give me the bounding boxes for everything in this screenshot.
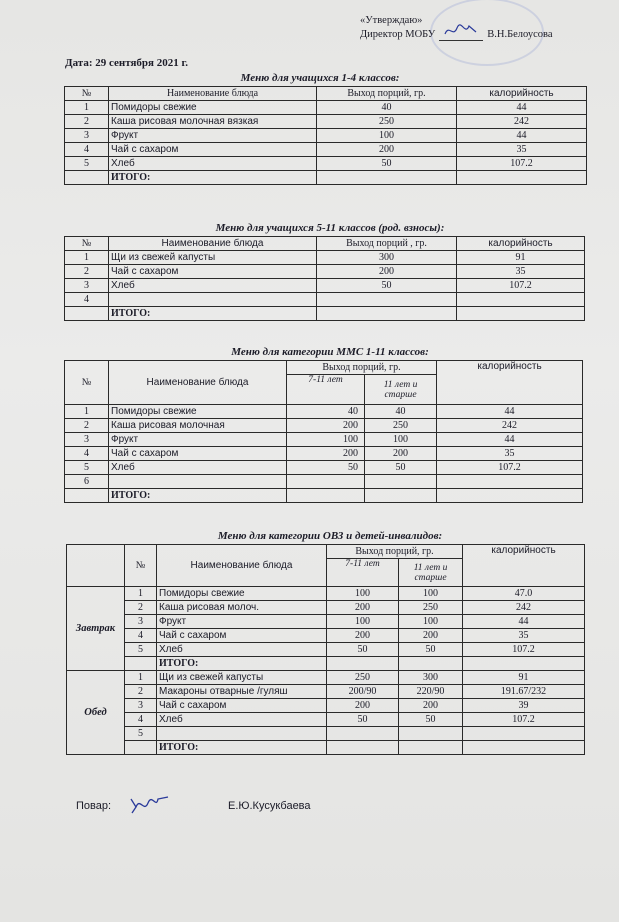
row-calories: 107.2 [437, 461, 583, 475]
table-row [67, 587, 585, 601]
total-label: ИТОГО: [157, 741, 327, 755]
row-calories: 47.0 [463, 587, 585, 601]
row-calories: 35 [437, 447, 583, 461]
row-calories: 107.2 [463, 713, 585, 727]
row-output: 200 [317, 265, 457, 279]
menu2-caption: Меню для учащихся 5-11 классов (род. взносы): [215, 222, 445, 234]
row-output-11-plus: 200 [399, 629, 463, 643]
row-output-7-11: 200 [327, 699, 399, 713]
row-output-11-plus: 220/90 [399, 685, 463, 699]
header-output: Выход порций, гр. [327, 545, 463, 559]
row-num: 1 [65, 251, 109, 265]
header-name: Наименование блюда [157, 545, 327, 587]
header-name: Наименование блюда [109, 87, 317, 101]
row-calories: 91 [457, 251, 585, 265]
document-date: Дата: 29 сентября 2021 г. [65, 57, 189, 69]
table-row [65, 279, 585, 293]
row-dish: Чай с сахаром [109, 265, 317, 279]
row-calories: 44 [457, 101, 587, 115]
row-output-11-plus: 50 [365, 461, 437, 475]
row-dish: Чай с сахаром [157, 699, 327, 713]
row-num: 1 [65, 101, 109, 115]
header-num: № [65, 87, 109, 101]
row-num: 4 [65, 293, 109, 307]
row-output-7-11: 250 [327, 671, 399, 685]
header-age-11-plus: 11 лет и старше [399, 559, 463, 587]
header-num: № [125, 545, 157, 587]
row-output-7-11: 50 [287, 461, 365, 475]
table-row [65, 115, 587, 129]
row-output-7-11: 200 [327, 601, 399, 615]
row-calories: 242 [463, 601, 585, 615]
header-num: № [65, 237, 109, 251]
table-row [67, 685, 585, 699]
row-output-11-plus: 200 [399, 699, 463, 713]
header-output: Выход порций, гр. [317, 87, 457, 101]
row-num: 3 [65, 129, 109, 143]
total-label: ИТОГО: [109, 489, 287, 503]
table-row [65, 251, 585, 265]
row-output-7-11: 50 [327, 713, 399, 727]
row-num: 2 [65, 115, 109, 129]
row-dish: Хлеб [109, 461, 287, 475]
cook-name: Е.Ю.Кусукбаева [228, 800, 311, 812]
row-dish: Помидоры свежие [109, 101, 317, 115]
row-num: 3 [125, 699, 157, 713]
row-dish: Помидоры свежие [157, 587, 327, 601]
table-row [67, 699, 585, 713]
director-signature [439, 30, 483, 41]
row-output: 300 [317, 251, 457, 265]
row-num: 2 [65, 419, 109, 433]
table-row [65, 475, 583, 489]
table-row [65, 405, 583, 419]
cook-label: Повар: [76, 800, 112, 812]
row-dish: Чай с сахаром [109, 143, 317, 157]
header-age-7-11: 7-11 лет [327, 559, 399, 587]
row-num: 3 [125, 615, 157, 629]
header-num: № [65, 361, 109, 405]
approval-name: В.Н.Белоусова [487, 29, 553, 40]
row-dish: Фрукт [109, 129, 317, 143]
table-row [65, 419, 583, 433]
total-row [65, 171, 587, 185]
row-dish: Щи из свежей капусты [157, 671, 327, 685]
row-num: 1 [125, 587, 157, 601]
row-calories: 44 [457, 129, 587, 143]
row-dish: Чай с сахаром [157, 629, 327, 643]
row-output: 200 [317, 143, 457, 157]
row-num: 1 [125, 671, 157, 685]
menu2-table [64, 236, 585, 321]
header-name: Наименование блюда [109, 237, 317, 251]
menu1-caption: Меню для учащихся 1-4 классов: [240, 72, 400, 84]
cook-signature [128, 793, 172, 817]
total-row [67, 657, 585, 671]
row-output: 100 [317, 129, 457, 143]
table-row [65, 433, 583, 447]
row-num: 5 [125, 727, 157, 741]
header-calories: калорийность [437, 361, 583, 405]
meal-breakfast-label: Завтрак [67, 587, 125, 671]
row-output-11-plus: 40 [365, 405, 437, 419]
row-dish: Помидоры свежие [109, 405, 287, 419]
row-num: 2 [125, 685, 157, 699]
table-row [65, 101, 587, 115]
row-dish: Каша рисовая молочная вязкая [109, 115, 317, 129]
total-label: ИТОГО: [109, 171, 317, 185]
header-calories: калорийность [463, 545, 585, 587]
row-output: 250 [317, 115, 457, 129]
table-row [65, 293, 585, 307]
menu1-table [64, 86, 587, 185]
table-row [67, 615, 585, 629]
table-row [65, 447, 583, 461]
row-num: 5 [125, 643, 157, 657]
row-num: 5 [65, 461, 109, 475]
header-calories: калорийность [457, 87, 587, 101]
total-label: ИТОГО: [109, 307, 317, 321]
table-row [67, 713, 585, 727]
table-row [65, 143, 587, 157]
row-output-11-plus: 250 [365, 419, 437, 433]
row-calories: 35 [457, 265, 585, 279]
total-row [65, 489, 583, 503]
total-label: ИТОГО: [157, 657, 327, 671]
menu4-caption: Меню для категории ОВЗ и детей-инвалидов: [217, 530, 443, 542]
menu3-caption: Меню для категории ММС 1-11 классов: [231, 346, 429, 358]
row-output-7-11: 50 [327, 643, 399, 657]
row-dish: Каша рисовая молочная [109, 419, 287, 433]
row-output-7-11: 200 [327, 629, 399, 643]
header-calories: калорийность [457, 237, 585, 251]
row-calories: 242 [437, 419, 583, 433]
row-num: 4 [65, 447, 109, 461]
row-num: 4 [125, 629, 157, 643]
approval-block [360, 14, 553, 42]
table-row [65, 129, 587, 143]
total-row [65, 307, 585, 321]
row-calories: 91 [463, 671, 585, 685]
row-output-7-11: 200 [287, 419, 365, 433]
row-output-7-11: 100 [287, 433, 365, 447]
row-output-7-11: 100 [327, 615, 399, 629]
table-row [65, 157, 587, 171]
table-row [67, 671, 585, 685]
row-dish: Чай с сахаром [109, 447, 287, 461]
row-output: 50 [317, 157, 457, 171]
row-calories: 107.2 [457, 157, 587, 171]
meal-lunch-label: Обед [67, 671, 125, 755]
menu4-table [66, 544, 585, 755]
header-name: Наименование блюда [109, 361, 287, 405]
row-num: 6 [65, 475, 109, 489]
row-calories: 44 [437, 405, 583, 419]
row-dish: Хлеб [109, 157, 317, 171]
row-output-11-plus: 200 [365, 447, 437, 461]
row-dish: Хлеб [157, 643, 327, 657]
row-output-11-plus: 100 [365, 433, 437, 447]
row-calories: 39 [463, 699, 585, 713]
row-num: 1 [65, 405, 109, 419]
row-dish: Фрукт [109, 433, 287, 447]
row-dish: Макароны отварные /гуляш [157, 685, 327, 699]
row-num: 2 [125, 601, 157, 615]
row-num: 3 [65, 279, 109, 293]
row-num: 4 [125, 713, 157, 727]
row-calories: 44 [437, 433, 583, 447]
menu3-table [64, 360, 583, 503]
row-calories: 35 [457, 143, 587, 157]
table-row [65, 265, 585, 279]
row-output-11-plus: 100 [399, 587, 463, 601]
header-age-7-11: 7-11 лет [287, 375, 365, 405]
row-output: 50 [317, 279, 457, 293]
header-age-11-plus: 11 лет и старше [365, 375, 437, 405]
row-num: 2 [65, 265, 109, 279]
row-output-11-plus: 50 [399, 713, 463, 727]
row-calories: 191.67/232 [463, 685, 585, 699]
header-output: Выход порций, гр. [287, 361, 437, 375]
row-output-11-plus: 250 [399, 601, 463, 615]
row-output: 40 [317, 101, 457, 115]
table-row [67, 727, 585, 741]
row-num: 3 [65, 433, 109, 447]
row-num: 5 [65, 157, 109, 171]
table-row [67, 643, 585, 657]
row-dish: Хлеб [157, 713, 327, 727]
approval-title: «Утверждаю» [360, 15, 423, 26]
row-dish: Щи из свежей капусты [109, 251, 317, 265]
table-row [67, 629, 585, 643]
row-calories: 242 [457, 115, 587, 129]
header-output: Выход порций , гр. [317, 237, 457, 251]
row-calories: 107.2 [463, 643, 585, 657]
row-output-7-11: 40 [287, 405, 365, 419]
table-row [67, 601, 585, 615]
row-calories: 35 [463, 629, 585, 643]
row-output-11-plus: 100 [399, 615, 463, 629]
row-output-7-11: 200/90 [327, 685, 399, 699]
row-calories: 107.2 [457, 279, 585, 293]
row-output-11-plus: 50 [399, 643, 463, 657]
total-row [67, 741, 585, 755]
row-output-11-plus: 300 [399, 671, 463, 685]
row-calories: 44 [463, 615, 585, 629]
row-output-7-11: 200 [287, 447, 365, 461]
row-dish: Фрукт [157, 615, 327, 629]
approval-position: Директор МОБУ [360, 29, 436, 40]
row-dish: Каша рисовая молоч. [157, 601, 327, 615]
table-row [65, 461, 583, 475]
row-num: 4 [65, 143, 109, 157]
row-output-7-11: 100 [327, 587, 399, 601]
row-dish: Хлеб [109, 279, 317, 293]
